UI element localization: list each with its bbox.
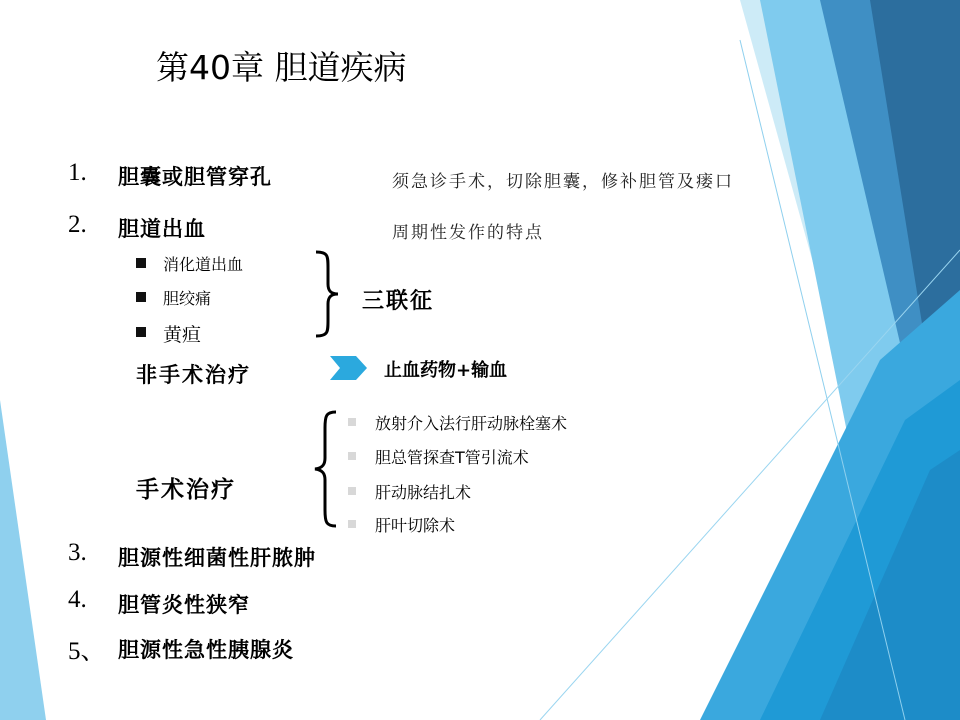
nonsurgical-detail: 止血药物+输血: [384, 360, 508, 381]
bullet-square-icon: [348, 418, 356, 426]
item-2-heading: 胆道出血: [118, 217, 206, 241]
bullet-square-icon: [136, 327, 146, 337]
item-5-heading: 胆源性急性胰腺炎: [118, 638, 294, 662]
bullet-square-icon: [136, 292, 146, 302]
item-3-heading: 胆源性细菌性肝脓肿: [118, 546, 316, 570]
bullet-square-icon: [348, 520, 356, 528]
item-2-note: 周期性发作的特点: [392, 223, 544, 243]
nonsurgical-label: 非手术治疗: [136, 363, 251, 387]
item-1-note: 须急诊手术，切除胆囊，修补胆管及瘘口: [392, 172, 734, 192]
left-brace-icon: [312, 410, 342, 528]
triad-item-3: 黄疸: [163, 324, 202, 346]
page-title: 第40章 胆道疾病: [156, 48, 407, 87]
surgical-label: 手术治疗: [136, 477, 236, 503]
surgical-option-4: 肝叶切除术: [375, 516, 456, 535]
item-1-number: 1.: [68, 159, 87, 186]
bullet-square-icon: [348, 452, 356, 460]
triad-label: 三联征: [362, 289, 435, 314]
item-4-heading: 胆管炎性狭窄: [118, 593, 250, 617]
bullet-square-icon: [136, 258, 146, 268]
right-brace-icon: [310, 250, 350, 338]
item-1-heading: 胆囊或胆管穿孔: [118, 165, 272, 189]
chevron-right-icon: [330, 356, 368, 380]
item-3-number: 3.: [68, 539, 87, 566]
triad-item-2: 胆绞痛: [163, 289, 212, 308]
item-2-number: 2.: [68, 211, 87, 238]
triad-item-1: 消化道出血: [163, 255, 244, 274]
item-5-number: 5、: [68, 638, 106, 665]
surgical-option-3: 肝动脉结扎术: [375, 483, 472, 502]
surgical-option-1: 放射介入法行肝动脉栓塞术: [375, 414, 568, 433]
item-4-number: 4.: [68, 586, 87, 613]
bullet-square-icon: [348, 487, 356, 495]
surgical-option-2: 胆总管探查T管引流术: [375, 448, 529, 467]
